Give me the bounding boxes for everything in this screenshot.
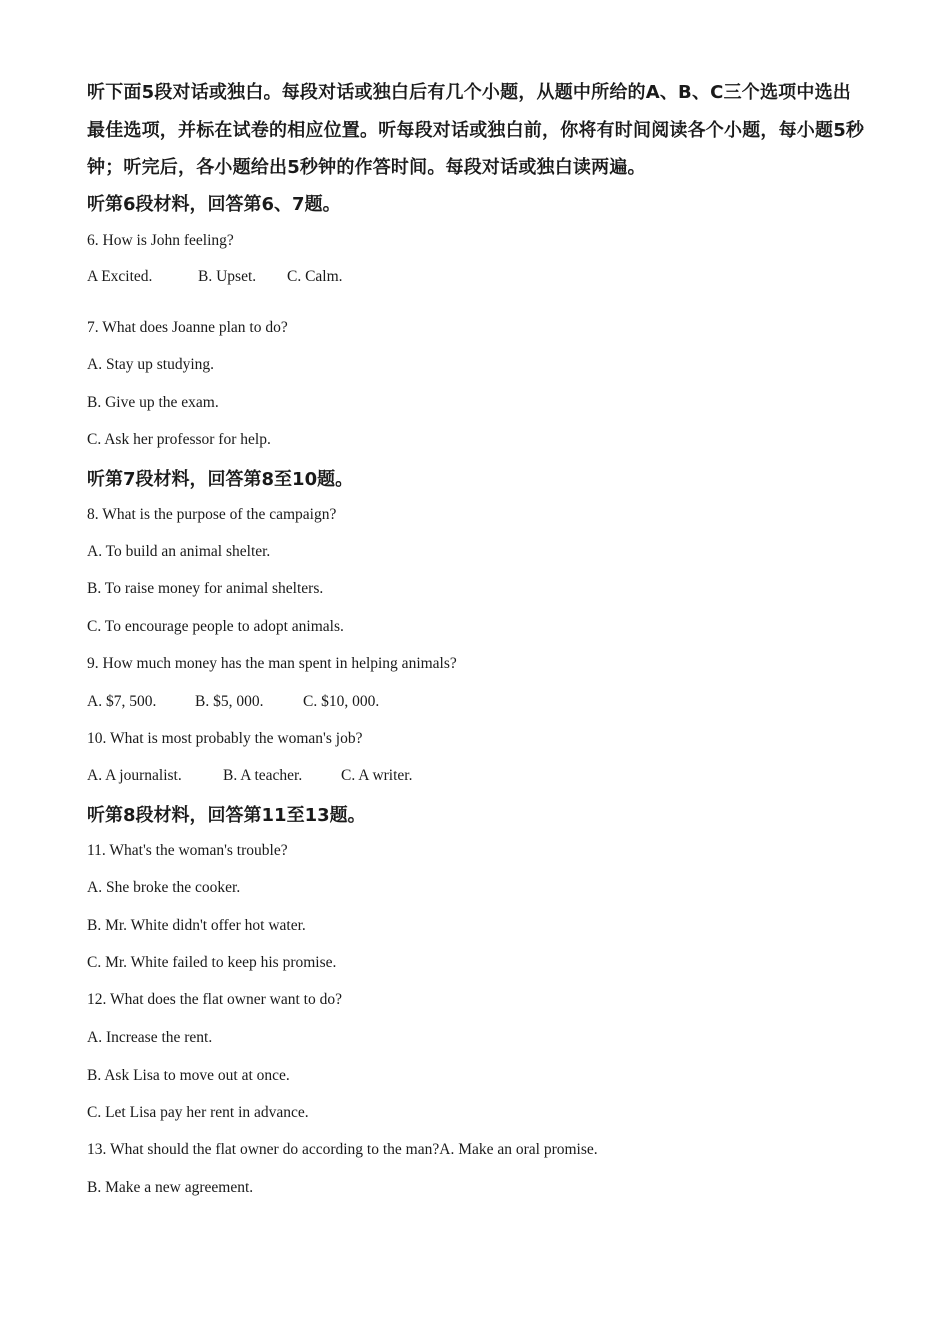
question-7-stem: 7. What does Joanne plan to do? [87,319,288,336]
question-12-option-c: C. Let Lisa pay her rent in advance. [87,1104,309,1121]
question-9-options [87,693,379,711]
question-10-option-c: C. A writer. [341,767,413,784]
section-heading-8: 听第8段材料，回答第11至13题。 [87,805,366,826]
question-6-option-c: C. Calm. [287,268,343,285]
question-13-option-a: A. Make an oral promise. [439,1141,598,1158]
question-8-option-c: C. To encourage people to adopt animals. [87,618,344,635]
question-12-option-b: B. Ask Lisa to move out at once. [87,1067,290,1084]
question-6-option-a: A Excited. [87,268,153,285]
question-10-option-a: A. A journalist. [87,767,182,784]
question-10-option-b: B. A teacher. [223,767,303,784]
question-10-stem: 10. What is most probably the woman's job? [87,730,363,747]
question-8-option-a: A. To build an animal shelter. [87,543,271,560]
question-9-option-a: A. $7, 500. [87,693,157,710]
question-8-stem: 8. What is the purpose of the campaign? [87,506,337,523]
question-9-option-c: C. $10, 000. [303,693,380,710]
question-6-stem: 6. How is John feeling? [87,232,234,249]
question-12-option-a: A. Increase the rent. [87,1029,213,1046]
question-13-option-b: B. Make a new agreement. [87,1179,254,1196]
question-6-options [87,268,343,286]
question-11-option-c: C. Mr. White failed to keep his promise. [87,954,337,971]
question-8-option-b: B. To raise money for animal shelters. [87,580,324,597]
question-7-option-a: A. Stay up studying. [87,356,215,373]
question-11-option-a: A. She broke the cooker. [87,879,241,896]
question-7-option-b: B. Give up the exam. [87,394,219,411]
section-heading-6: 听第6段材料，回答第6、7题。 [87,194,341,215]
question-12-stem: 12. What does the flat owner want to do? [87,991,342,1008]
question-13-stem: 13. What should the flat owner do according to the man? [87,1141,440,1158]
listening-instructions: 听下面5段对话或独白。每段对话或独白后有几个小题，从题中所给的A、B、C三个选项中选出最佳选项，并标在试卷的相应位置。听每段对话或独白前，你将有时间阅读各个小题，每小题5秒钟；听完后，各小题给出5秒钟的作答时间。每段对话或独白读两遍。 [87,82,865,178]
question-11-stem: 11. What's the woman's trouble? [87,842,288,859]
question-13-line [87,1141,598,1159]
question-9-stem: 9. How much money has the man spent in helping animals? [87,655,457,672]
question-10-options [87,767,412,785]
question-6-option-b: B. Upset. [198,268,257,285]
section-heading-7: 听第7段材料，回答第8至10题。 [87,469,354,490]
question-9-option-b: B. $5, 000. [195,693,264,710]
question-11-option-b: B. Mr. White didn't offer hot water. [87,917,306,934]
question-7-option-c: C. Ask her professor for help. [87,431,271,448]
